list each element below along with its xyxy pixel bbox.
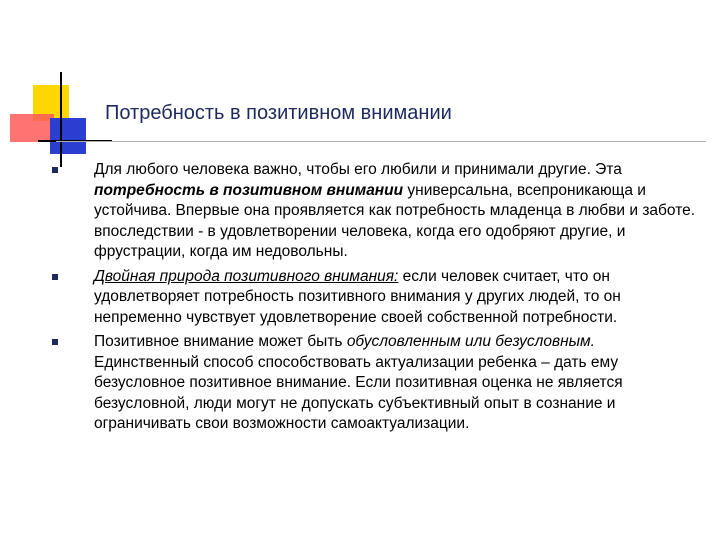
bullet-item (52, 160, 702, 263)
bullet-emphasis: потребность в позитивном внимании (94, 181, 404, 199)
bullet-text: Для любого человека важно, чтобы его любили и принимали другие. Эта (94, 161, 622, 178)
decor-vertical-line (60, 72, 62, 167)
bullet-emphasis: обусловленным или безусловным. (346, 333, 595, 350)
bullet-list (52, 160, 702, 435)
decor-blue-square (50, 118, 86, 154)
title-underline-rule (56, 141, 706, 142)
square-bullet-icon (52, 167, 58, 173)
square-bullet-icon (52, 274, 58, 280)
bullet-text: Единственный способ способствовать актуализации ребенка – дать ему безусловное позитивное внимание. Если позитивная оценка не является безусловной, люди могут не допускать субъективный опыт в сознание и ограничивать свои возможности самоактуализации. (94, 353, 623, 432)
slide-title: Потребность в позитивном внимании (105, 102, 452, 124)
square-bullet-icon (52, 339, 58, 345)
bullet-text: Позитивное внимание может быть (94, 333, 347, 350)
decor-red-square (10, 114, 54, 142)
bullet-item (52, 332, 702, 435)
bullet-text: если человек считает, что он удовлетворяет потребность позитивного внимания у других людей, то он непременно чувствует удовлетворение своей собственной потребности. (94, 267, 621, 326)
bullet-text: универсальна, всепроникающа и устойчива. Впервые она проявляется как потребность младенца в любви и заботе. впоследствии - в удовлетворении человека, когда его одобряют другие, и фрустрации, когда им недовольны. (94, 181, 696, 260)
bullet-item (52, 267, 702, 329)
bullet-emphasis: Двойная природа позитивного внимания: (94, 267, 399, 285)
